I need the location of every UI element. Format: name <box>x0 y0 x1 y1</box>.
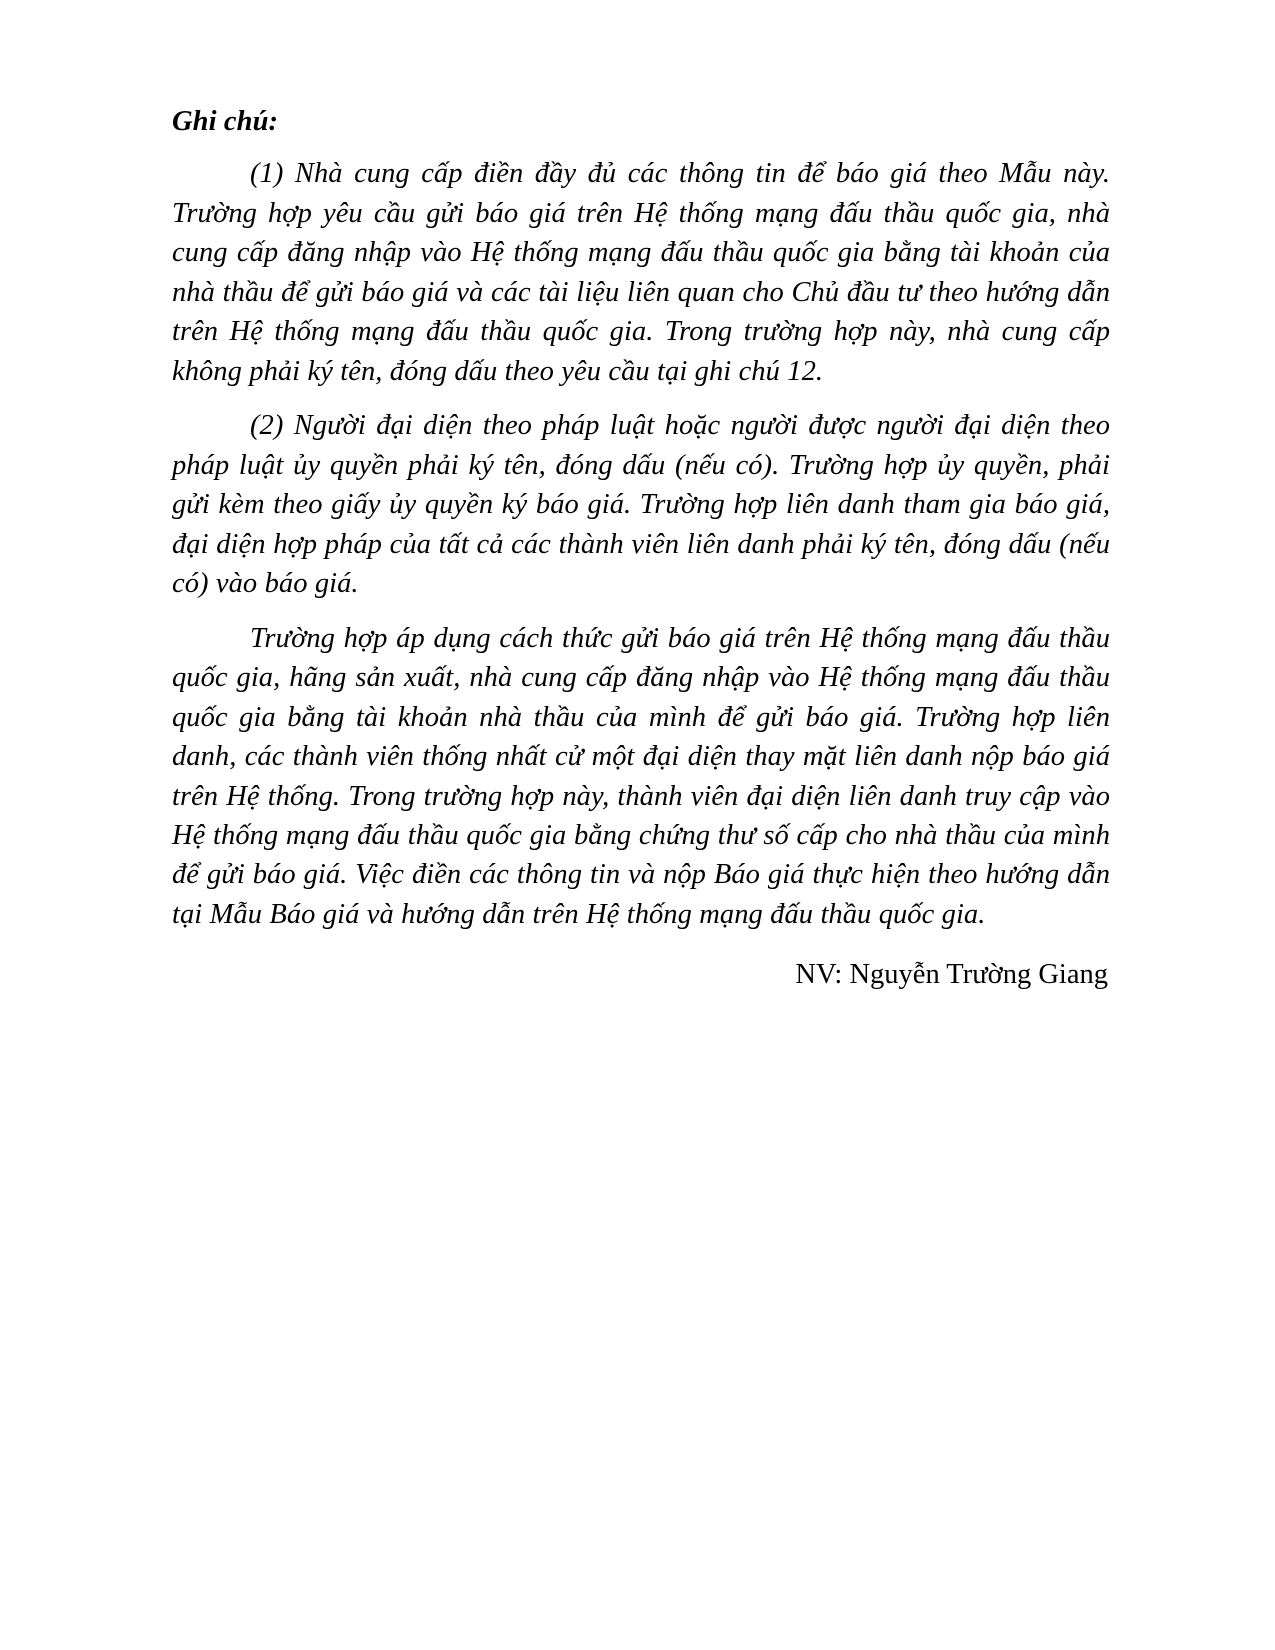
note-paragraph-1: (1) Nhà cung cấp điền đầy đủ các thông tin để báo giá theo Mẫu này. Trường hợp yêu cầu gửi báo giá trên Hệ thống mạng đấu thầu quốc gia, nhà cung cấp đăng nhập vào Hệ thống mạng đấu thầu quốc gia bằng tài khoản của nhà thầu để gửi báo giá và các tài liệu liên quan cho Chủ đầu tư theo hướng dẫn trên Hệ thống mạng đấu thầu quốc gia. Trong trường hợp này, nhà cung cấp không phải ký tên, đóng dấu theo yêu cầu tại ghi chú 12. <box>172 158 1110 387</box>
signature-block <box>172 956 1110 993</box>
note-paragraph-3: Trường hợp áp dụng cách thức gửi báo giá trên Hệ thống mạng đấu thầu quốc gia, hãng sản xuất, nhà cung cấp đăng nhập vào Hệ thống mạng đấu thầu quốc gia bằng tài khoản nhà thầu của mình để gửi báo giá. Trường hợp liên danh, các thành viên thống nhất cử một đại diện thay mặt liên danh nộp báo giá trên Hệ thống. Trong trường hợp này, thành viên đại diện liên danh truy cập vào Hệ thống mạng đấu thầu quốc gia bằng chứng thư số cấp cho nhà thầu của mình để gửi báo giá. Việc điền các thông tin và nộp Báo giá thực hiện theo hướng dẫn tại Mẫu Báo giá và hướng dẫn trên Hệ thống mạng đấu thầu quốc gia. <box>172 622 1110 930</box>
note-paragraph-2: (2) Người đại diện theo pháp luật hoặc người được người đại diện theo pháp luật ủy quyền phải ký tên, đóng dấu (nếu có). Trường hợp ủy quyền, phải gửi kèm theo giấy ủy quyền ký báo giá. Trường hợp liên danh tham gia báo giá, đại diện hợp pháp của tất cả các thành viên liên danh phải ký tên, đóng dấu (nếu có) vào báo giá. <box>172 410 1110 600</box>
page-title: Ghi chú: <box>172 106 279 137</box>
signature-name: NV: Nguyễn Trường Giang <box>795 959 1108 991</box>
document-body <box>172 104 1110 993</box>
